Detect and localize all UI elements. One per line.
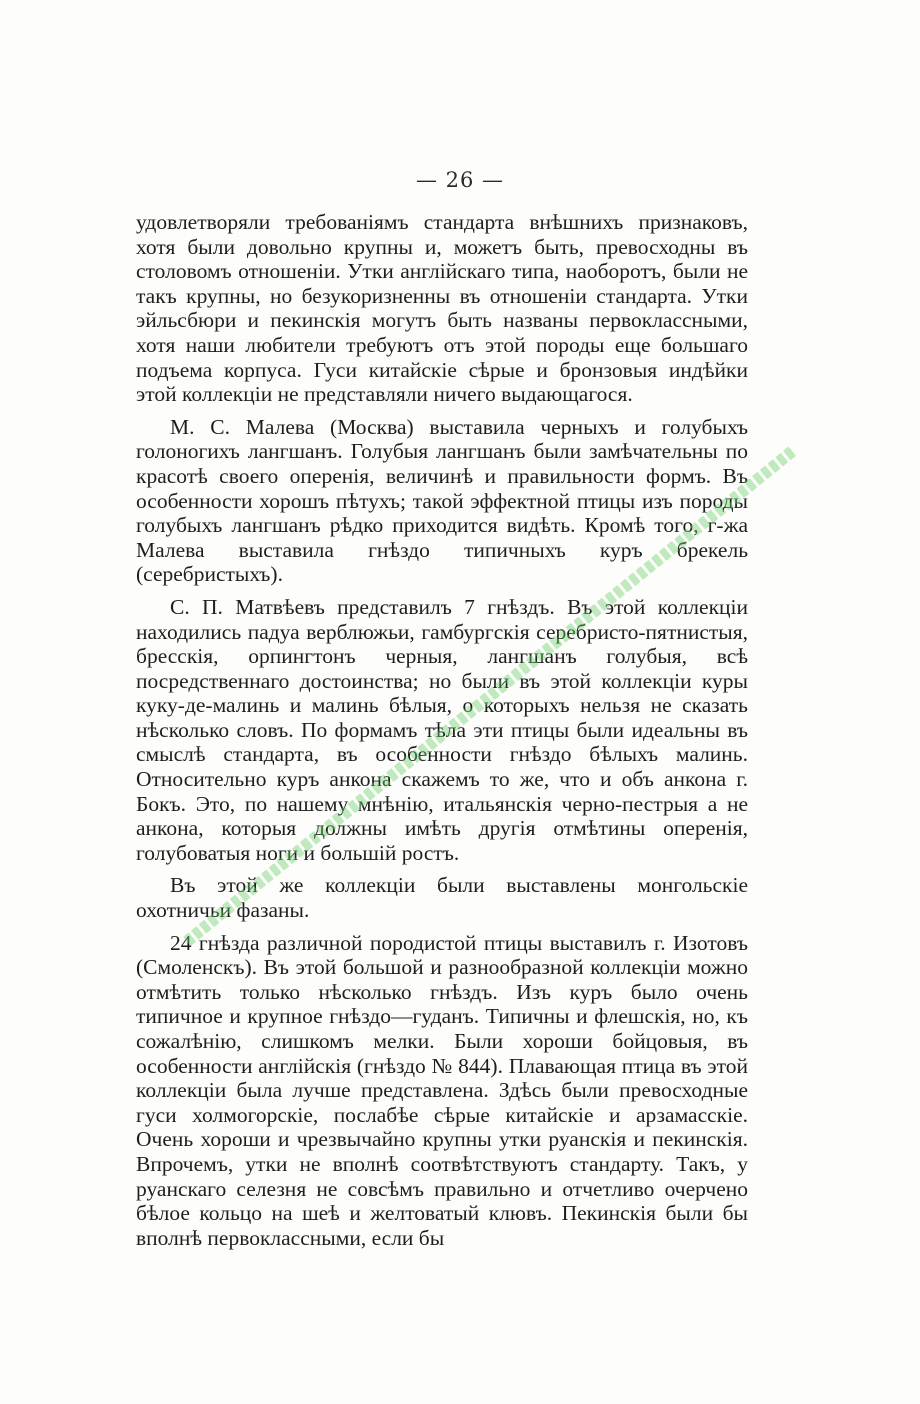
paragraph-5: 24 гнѣзда различной породистой птицы выставилъ г. Изотовъ (Смоленскъ). Въ этой большой и разнообразной коллекціи можно отмѣтить только нѣсколько гнѣздъ. Изъ куръ было очень типичное и крупное гнѣздо—гуданъ. Типичны и флешскія, но, къ сожалѣнію, слишкомъ мелки. Были хороши бойцовыя, въ особенности англійскія (гнѣздо № 844). Плавающая птица въ этой коллекціи была лучше представлена. Здѣсь были превосходные гуси холмогорскіе, послабѣе сѣрые китайскіе и арзамасскіе. Очень хороши и чрезвычайно крупны утки руанскія и пекинскія. Впрочемъ, утки не вполнѣ соотвѣтствуютъ стандарту. Такъ, у руанскаго селезня не совсѣмъ правильно и отчетливо очерчено бѣлое кольцо на шеѣ и желтоватый клювъ. Пекинскія были бы вполнѣ первоклассными, если бы [136, 930, 748, 1250]
paragraph-4: Въ этой же коллекціи были выставлены монгольскіе охотничьи фазаны. [136, 873, 748, 923]
watermark-segment [760, 465, 773, 479]
watermark-segment [783, 446, 796, 460]
watermark-segment [768, 459, 781, 473]
paragraph-3: С. П. Матвѣевъ представилъ 7 гнѣздъ. Въ этой коллекціи находились падуа верблюжьи, гамбургскія серебристо-пятнистыя, бресскія, орпингтонъ черныя, лангшанъ голубыя, всѣ посредственнаго достоинства; но были въ этой коллекціи куры куку-де-малинь и малинь бѣлыя, о которыхъ нельзя не сказать нѣсколько словъ. По формамъ тѣла эти птицы были идеальны въ смыслѣ стандарта, въ особенности гнѣздо бѣлыхъ малинь. Относительно куръ анкона скажемъ то же, что и объ анкона г. Бокъ. Это, по нашему мнѣнію, итальянскія черно-пестрыя а не анкона, которыя должны имѣть другія отмѣтины оперенія, голубоватыя ноги и большій ростъ. [136, 594, 748, 865]
paragraph-2: М. С. Малева (Москва) выставила черныхъ и голубыхъ голоногихъ лангшанъ. Голубыя лангшанъ были замѣчательны по красотѣ своего оперенія, величинѣ и правильности формъ. Въ особенности хорошъ пѣтухъ; такой эффектной птицы изъ породы голубыхъ лангшанъ рѣдко приходится видѣть. Кромѣ того, г-жа Малева выставила гнѣздо типичныхъ куръ брекель (серебристыхъ). [136, 414, 748, 587]
watermark-segment [752, 472, 765, 486]
page-number: — 26 — [415, 168, 505, 192]
watermark-segment [776, 453, 789, 467]
paragraph-1: удовлетворяли требованіямъ стандарта внѣшнихъ признаковъ, хотя были довольно крупны и, можетъ быть, превосходны въ столовомъ отношеніи. Утки англійскаго типа, наоборотъ, были не такъ крупны, но безукоризненны въ отношеніи стандарта. Утки эйльсбюри и пекинскія могутъ быть названы первоклассными, хотя наши любители требуютъ отъ этой породы еще большаго подъема корпуса. Гуси китайскіе сѣрые и бронзовыя индѣйки этой коллекціи не представляли ничего выдающагося. [136, 210, 748, 407]
body-text [136, 210, 748, 1258]
